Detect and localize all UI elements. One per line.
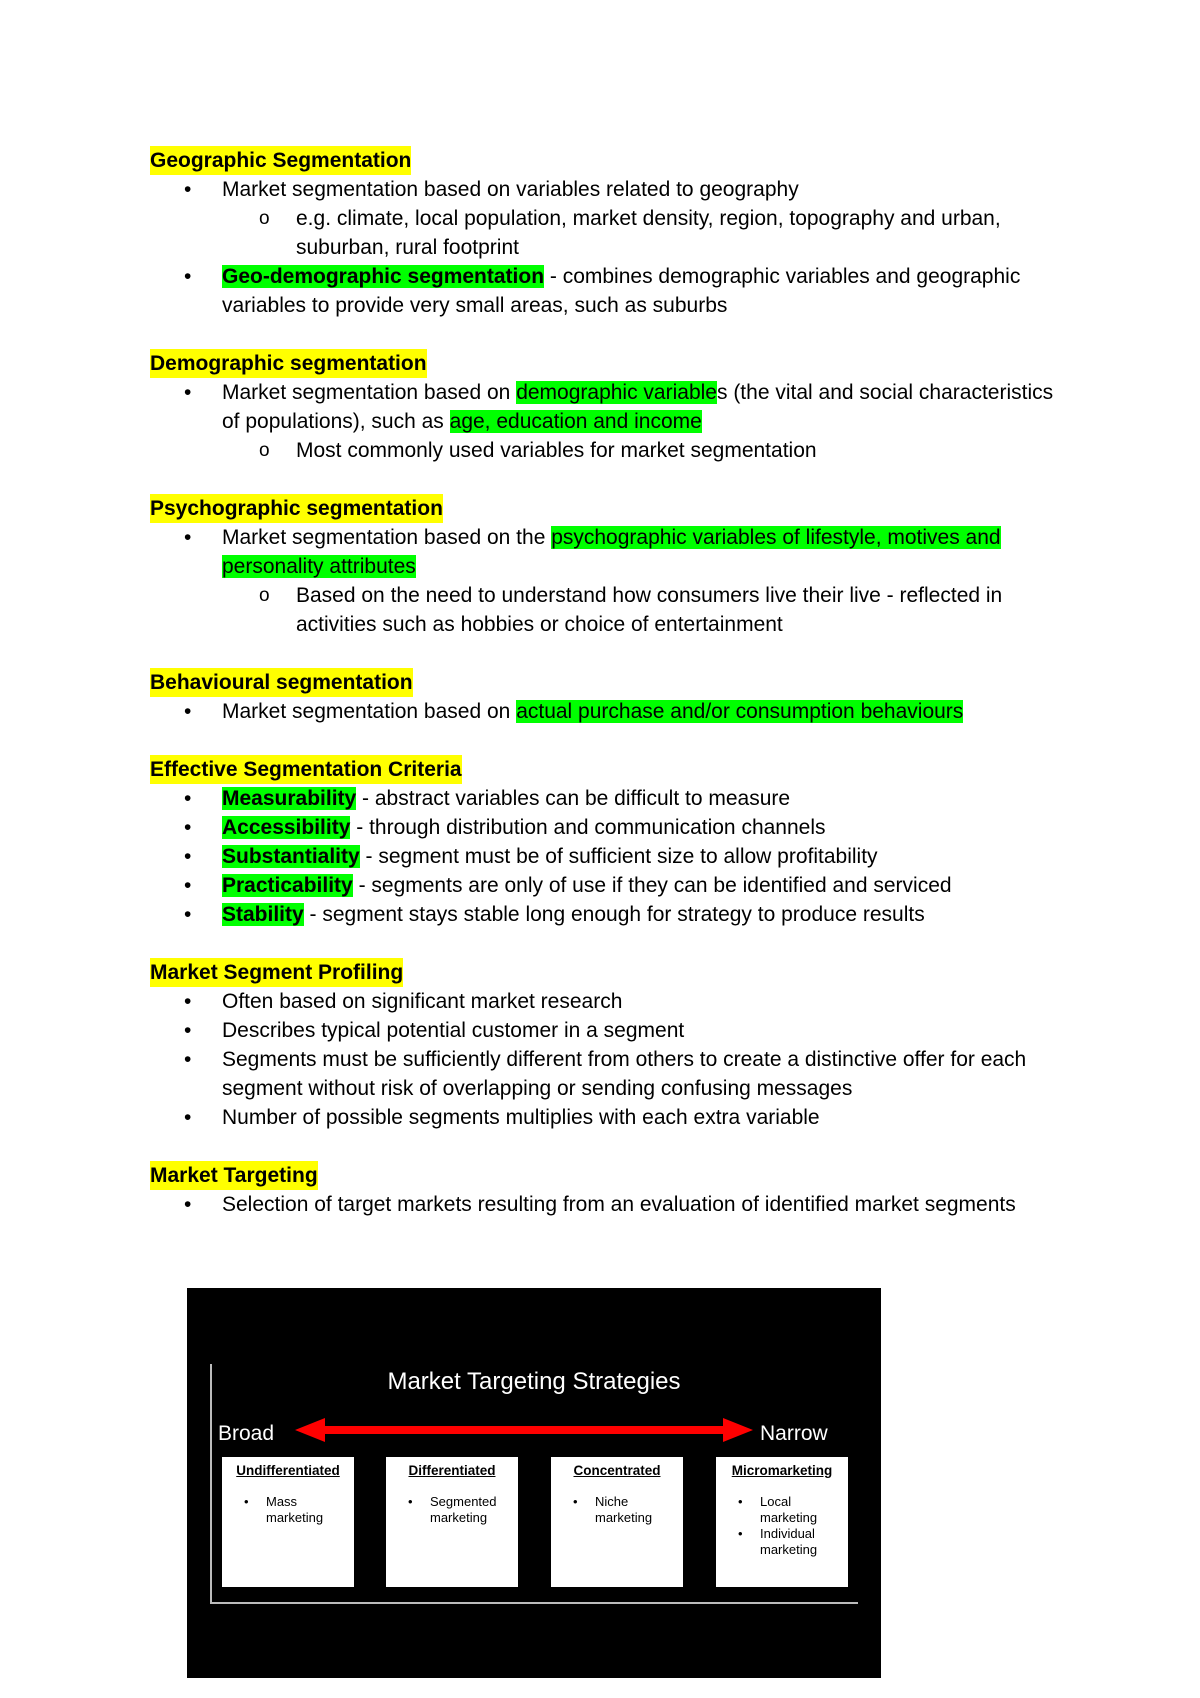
strategy-item: • Local marketing: [722, 1494, 842, 1526]
highlight-term: Stability: [222, 903, 304, 926]
heading-targeting: Market Targeting: [150, 1161, 318, 1190]
highlight-term: Geo-demographic segmentation: [222, 265, 545, 288]
list-item: • Measurability - abstract variables can be difficult to measure: [150, 784, 1070, 813]
list-item: • Practicability - segments are only of use if they can be identified and serviced: [150, 871, 1070, 900]
double-arrow-icon: [295, 1416, 753, 1444]
targeting-strategies-slide: [187, 1288, 881, 1678]
highlight-term: Accessibility: [222, 816, 351, 839]
list-item: • Market segmentation based on demographic variables (the vital and social characteristics of populations), such as age, education and income o Most commonly used variables for market segmentation: [150, 378, 1070, 465]
highlight-term: age, education and income: [449, 410, 702, 433]
highlight-term: Substantiality: [222, 845, 360, 868]
list-item: • Market segmentation based on variables related to geography o e.g. climate, local population, market density, region, topography and urban, suburban, rural footprint: [150, 175, 1070, 262]
list-item: • Often based on significant market research: [150, 987, 1070, 1016]
strategy-item: • Segmented marketing: [392, 1494, 512, 1526]
strategy-box-concentrated: [551, 1457, 683, 1587]
heading-geographic: Geographic Segmentation: [150, 146, 411, 175]
strategy-item: • Mass marketing: [228, 1494, 348, 1526]
list-item: • Segments must be sufficiently different from others to create a distinctive offer for each segment without risk of overlapping or sending confusing messages: [150, 1045, 1070, 1103]
heading-psychographic: Psychographic segmentation: [150, 494, 443, 523]
sub-list-item: o Most commonly used variables for market segmentation: [150, 436, 1070, 465]
list-item: • Market segmentation based on the psychographic variables of lifestyle, motives and personality attributes o Based on the need to understand how consumers live their live - reflected in activities such as hobbies or choice of entertainment: [150, 523, 1070, 639]
section-targeting: [150, 1161, 1070, 1219]
narrow-label: Narrow: [760, 1422, 828, 1445]
highlight-term: psychographic variables of lifestyle, motives and personality attributes: [222, 526, 1001, 578]
list-item: • Describes typical potential customer in a segment: [150, 1016, 1070, 1045]
slide-title: Market Targeting Strategies: [387, 1368, 681, 1395]
strategy-title: Micromarketing: [731, 1463, 833, 1478]
list-item: • Number of possible segments multiplies with each extra variable: [150, 1103, 1070, 1132]
highlight-term: Practicability: [222, 874, 353, 897]
broad-label: Broad: [218, 1422, 275, 1445]
notes-body: [150, 146, 1070, 1248]
strategy-item: • Individual marketing: [722, 1526, 842, 1558]
heading-profiling: Market Segment Profiling: [150, 958, 403, 987]
section-psychographic: [150, 494, 1070, 639]
section-demographic: [150, 349, 1070, 465]
section-profiling: [150, 958, 1070, 1132]
list-item: • Selection of target markets resulting from an evaluation of identified market segments: [150, 1190, 1070, 1219]
list-item: • Market segmentation based on actual purchase and/or consumption behaviours: [150, 697, 1070, 726]
strategy-box-micromarketing: [716, 1457, 848, 1587]
section-behavioural: [150, 668, 1070, 726]
section-criteria: [150, 755, 1070, 929]
highlight-term: Measurability: [222, 787, 357, 810]
highlight-term: demographic variable: [516, 381, 717, 404]
strategy-title: Differentiated: [408, 1463, 496, 1478]
highlight-term: actual purchase and/or consumption behaviours: [516, 700, 964, 723]
heading-demographic: Demographic segmentation: [150, 349, 427, 378]
sub-list-item: o Based on the need to understand how consumers live their live - reflected in activities such as hobbies or choice of entertainment: [150, 581, 1070, 639]
heading-behavioural: Behavioural segmentation: [150, 668, 413, 697]
heading-criteria: Effective Segmentation Criteria: [150, 755, 462, 784]
sub-list-item: o e.g. climate, local population, market density, region, topography and urban, suburban, rural footprint: [150, 204, 1070, 262]
list-item: • Geo-demographic segmentation - combines demographic variables and geographic variables to provide very small areas, such as suburbs: [150, 262, 1070, 320]
slide-frame-left: [210, 1364, 212, 1604]
strategy-box-differentiated: [386, 1457, 518, 1587]
list-item: • Stability - segment stays stable long enough for strategy to produce results: [150, 900, 1070, 929]
strategy-title: Undifferentiated: [236, 1463, 340, 1478]
strategy-item: • Niche marketing: [557, 1494, 677, 1526]
slide-frame-bottom: [210, 1602, 858, 1604]
strategy-box-undifferentiated: [222, 1457, 354, 1587]
list-item: • Accessibility - through distribution and communication channels: [150, 813, 1070, 842]
section-geographic: [150, 146, 1070, 320]
strategy-title: Concentrated: [573, 1463, 661, 1478]
list-item: • Substantiality - segment must be of sufficient size to allow profitability: [150, 842, 1070, 871]
